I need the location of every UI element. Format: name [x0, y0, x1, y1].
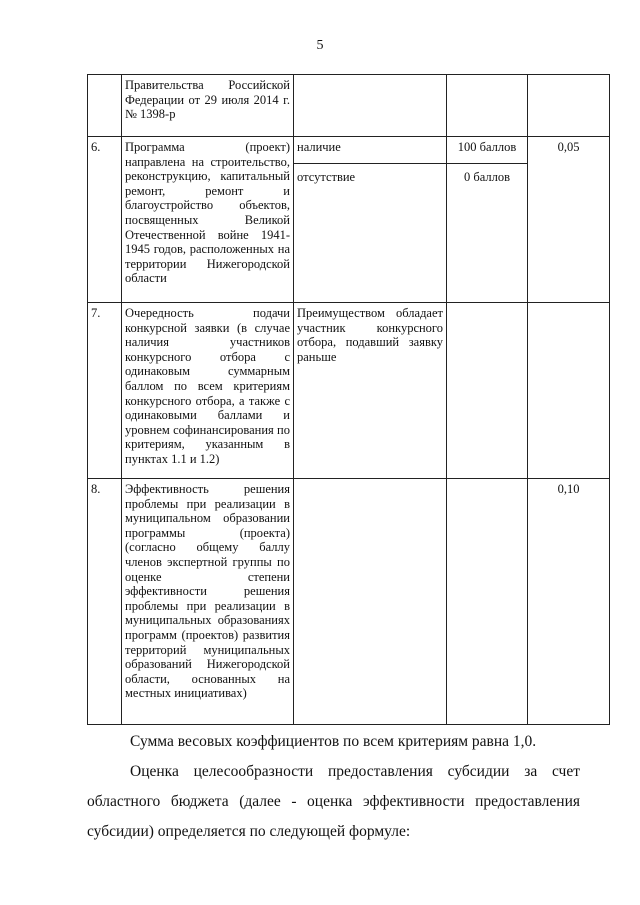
weight-value: 0,10: [528, 479, 610, 725]
indicator-cell: [294, 137, 447, 303]
table-row: [88, 479, 610, 725]
criteria-table: [87, 74, 610, 725]
indicator-cell: [294, 75, 447, 137]
score-cell: [447, 75, 528, 137]
row-number: 7.: [88, 303, 122, 479]
score-cell: [447, 137, 528, 303]
weights-sum-paragraph: Сумма весовых коэффициентов по всем критериям равна 1,0.: [130, 733, 537, 750]
indicator-cell: [294, 479, 447, 725]
weight-value: [528, 303, 610, 479]
criterion-name: Эффективность решения проблемы при реализации в муниципальном образовании программы (проекта) (согласно общему баллу членов экспертной группы по оценке степени эффективности решения проблемы при реализации в муниципальных образованиях программ (проектов) развития территорий муниципальных образований Нижегородской области, основанных на местных инициативах): [122, 479, 294, 725]
row-number: [88, 75, 122, 137]
criterion-name: Очередность подачи конкурсной заявки (в случае наличия участников конкурсного отбора с одинаковым суммарным баллом по всем критериям конкурсного отбора, а также с одинаковыми баллами и уровнем софинансирования по критериям, указанным в пунктах 1.1 и 1.2): [122, 303, 294, 479]
criterion-name: Программа (проект) направлена на строительство, реконструкцию, капитальный ремонт, ремонт и благоустройство объектов, посвященных Великой Отечественной войне 1941-1945 годов, расположенных на территории Нижегородской области: [122, 137, 294, 303]
score-value: 100 баллов: [457, 140, 517, 154]
weight-value: [528, 75, 610, 137]
page-number: 5: [316, 38, 324, 53]
table-row: [88, 303, 610, 479]
evaluation-formula-paragraph: Оценка целесообразности предоставления субсидии за счет областного бюджета (далее - оценка эффективности предоставления субсидии) определяется по следующей формуле:: [87, 763, 580, 840]
indicator-text: наличие: [297, 140, 341, 154]
row-number: 8.: [88, 479, 122, 725]
criterion-name: Правительства Российской Федерации от 29 июля 2014 г. № 1398-р: [122, 75, 294, 137]
row-number: 6.: [88, 137, 122, 303]
indicator-text: отсутствие: [294, 163, 446, 185]
score-value: [447, 303, 528, 479]
table-row: [88, 75, 610, 137]
table-row: [88, 137, 610, 303]
weight-value: 0,05: [528, 137, 610, 303]
score-cell: [447, 479, 528, 725]
score-value: 0 баллов: [447, 163, 527, 185]
indicator-text: Преимуществом обладает участник конкурсного отбора, подавший заявку раньше: [294, 303, 447, 479]
